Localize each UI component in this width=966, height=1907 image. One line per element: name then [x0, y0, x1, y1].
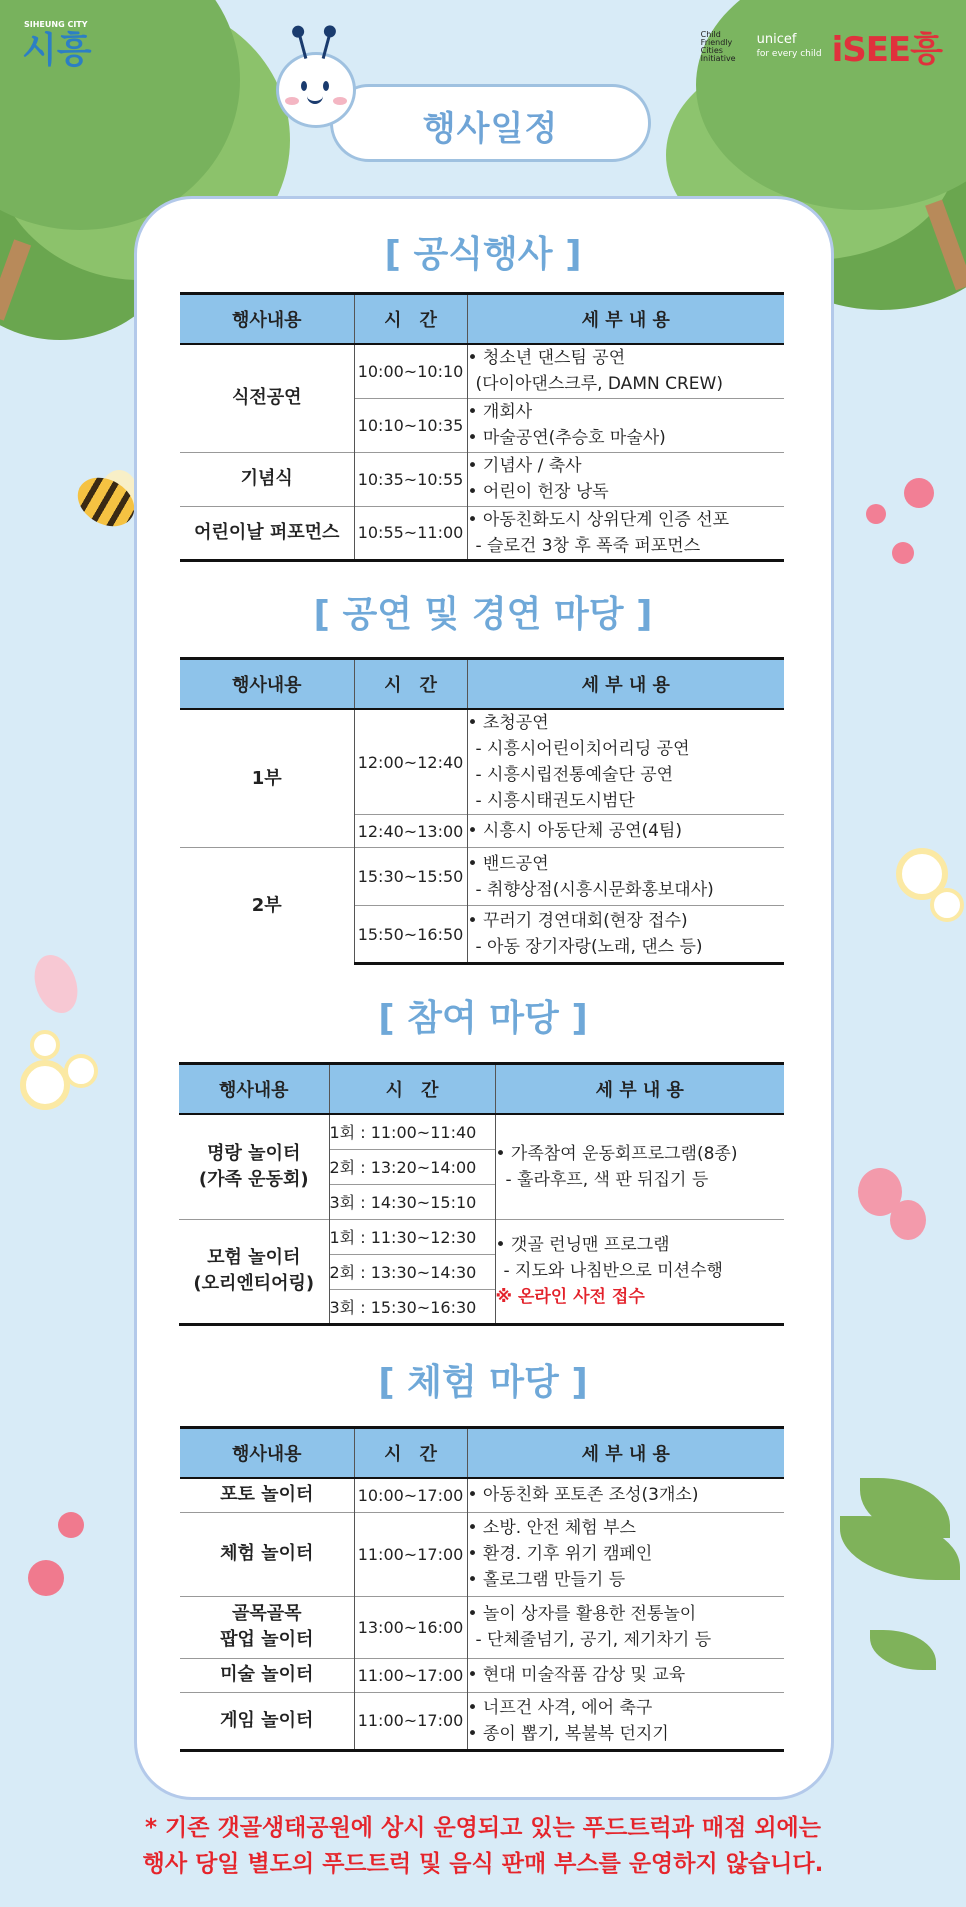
table-row [180, 1596, 784, 1658]
official-table [180, 292, 784, 562]
page-title: 행사일정 [422, 109, 559, 149]
event-detail [467, 398, 784, 452]
detail-line: • 밴드공연 [467, 853, 549, 874]
unicef-subtext: for every child [756, 48, 822, 59]
header-detail: 세 부 내 용 [467, 659, 784, 710]
event-detail [467, 815, 784, 848]
pink-flower-icon [28, 1560, 64, 1596]
event-time: 10:35~10:55 [354, 452, 467, 506]
round-time: 1회 : 11:00~11:40 [329, 1114, 495, 1149]
event-name: 1부 [180, 709, 354, 848]
section-title-experience: [ 체험 마당 ] [378, 1362, 588, 1403]
detail-line: - 시흥시태권도시범단 [475, 791, 635, 811]
event-detail [467, 848, 784, 906]
detail-line: • 꾸러기 경연대회(현장 접수) [467, 911, 688, 931]
event-time: 12:00~12:40 [354, 709, 467, 815]
flower-icon [866, 504, 886, 524]
table-row [180, 1478, 784, 1512]
header-time: 시 간 [354, 659, 467, 710]
butterfly-right-wing-icon [890, 1200, 926, 1240]
detail-line: • 아동친화도시 상위단계 인증 선포 [467, 509, 730, 530]
event-time: 15:30~15:50 [354, 848, 467, 906]
table-row [180, 344, 784, 398]
section-title-participation: [ 참여 마당 ] [378, 998, 588, 1039]
section-title-performance: [ 공연 및 경연 마당 ] [313, 594, 653, 635]
footer-notice [0, 1810, 966, 1882]
detail-line: • 초청공연 [467, 713, 549, 733]
event-detail [467, 1658, 784, 1692]
event-time: 13:00~16:00 [354, 1596, 467, 1658]
event-detail [467, 906, 784, 964]
table-row [180, 1658, 784, 1692]
event-name-line: 모험 놀이터 [207, 1247, 301, 1268]
pink-flower-icon [58, 1512, 84, 1538]
detail-line: • 시흥시 아동단체 공연(4팀) [467, 821, 683, 841]
event-detail [467, 1512, 784, 1596]
event-name: 2부 [180, 848, 354, 964]
event-detail [467, 506, 784, 560]
event-name-line: 명랑 놀이터 [207, 1142, 301, 1164]
event-detail [467, 344, 784, 398]
round-time: 2회 : 13:20~14:00 [329, 1149, 495, 1184]
event-name [179, 1114, 329, 1219]
header-content: 행사내용 [180, 294, 354, 345]
detail-line: - 시흥시립전통예술단 공연 [475, 765, 674, 785]
event-time: 12:40~13:00 [354, 815, 467, 848]
header-content: 행사내용 [180, 1428, 354, 1479]
event-name-line: (가족 운동회) [198, 1168, 309, 1190]
table-row [180, 506, 784, 560]
title-cloud [330, 84, 651, 162]
table-row [180, 452, 784, 506]
unicef-logo [757, 33, 822, 61]
event-name: 어린이날 퍼포먼스 [180, 506, 354, 560]
event-name: 미술 놀이터 [180, 1658, 354, 1692]
round-time: 2회 : 13:30~14:30 [329, 1254, 495, 1289]
online-registration-note: ※ 온라인 사전 접수 [495, 1287, 645, 1307]
participation-table [179, 1062, 784, 1326]
flower-icon [904, 478, 934, 508]
detail-line: • 어린이 헌장 낭독 [467, 482, 609, 502]
cfci-logo: Child Friendly Cities Initiative [700, 29, 736, 63]
event-name-line: (오리엔티어링) [193, 1273, 315, 1294]
detail-line: - 취향상점(시흥시문화홍보대사) [475, 879, 714, 900]
performance-table [180, 657, 784, 965]
leaf-icon [870, 1630, 936, 1670]
detail-line: • 종이 뽑기, 복불복 던지기 [467, 1723, 669, 1744]
event-name: 기념식 [180, 452, 354, 506]
table-header-row [180, 1428, 784, 1479]
flower-icon [892, 542, 914, 564]
white-flower-icon [20, 1060, 70, 1110]
white-flower-icon [930, 888, 964, 922]
detail-line: - 훌라후프, 색 판 뒤집기 등 [505, 1169, 709, 1190]
event-time: 10:10~10:35 [354, 398, 467, 452]
isee-logo: iSEE흥 [831, 30, 942, 70]
event-name: 포토 놀이터 [180, 1478, 354, 1512]
detail-line: • 놀이 상자를 활용한 전통놀이 [467, 1604, 697, 1624]
footer-line: 행사 당일 별도의 푸드트럭 및 음식 판매 부스를 운영하지 않습니다. [142, 1851, 824, 1877]
table-row [179, 1114, 784, 1149]
event-detail [467, 1596, 784, 1658]
detail-line: • 마술공연(추승호 마술사) [467, 428, 666, 448]
event-time: 11:00~17:00 [354, 1512, 467, 1596]
round-time: 3회 : 14:30~15:10 [329, 1184, 495, 1219]
detail-line: • 갯골 런닝맨 프로그램 [495, 1235, 670, 1255]
event-time: 11:00~17:00 [354, 1658, 467, 1692]
table-header-row [179, 1064, 784, 1115]
table-row [179, 1219, 784, 1254]
event-name [180, 1596, 354, 1658]
footer-line: * 기존 갯골생태공원에 상시 운영되고 있는 푸드트럭과 매점 외에는 [145, 1815, 821, 1841]
detail-line: (다이아댄스크루, DAMN CREW) [475, 374, 723, 395]
detail-line: - 아동 장기자랑(노래, 댄스 등) [475, 937, 703, 957]
caterpillar-icon [276, 52, 356, 128]
logo-text: 시흥 [22, 30, 92, 71]
header-detail: 세 부 내 용 [467, 294, 784, 345]
event-name: 식전공연 [180, 344, 354, 452]
unicef-text: unicef [756, 31, 797, 47]
detail-line: • 아동친화 포토존 조성(3개소) [467, 1485, 699, 1506]
event-detail [467, 1692, 784, 1750]
event-time: 15:50~16:50 [354, 906, 467, 964]
header-detail: 세 부 내 용 [495, 1064, 784, 1115]
event-name-line: 팝업 놀이터 [220, 1629, 314, 1650]
table-header-row [180, 294, 784, 345]
header-time: 시 간 [354, 1428, 467, 1479]
logo-small-text: SIHEUNG CITY [24, 20, 88, 29]
event-time: 11:00~17:00 [354, 1692, 467, 1750]
detail-line: • 가족참여 운동회프로그램(8종) [495, 1143, 738, 1164]
event-time: 10:00~17:00 [354, 1478, 467, 1512]
detail-line: • 홀로그램 만들기 등 [467, 1570, 626, 1590]
event-detail [495, 1219, 784, 1324]
detail-line: • 환경. 기후 위기 캠페인 [467, 1544, 653, 1564]
siheung-city-logo [22, 22, 92, 73]
table-row [180, 709, 784, 815]
event-time: 10:55~11:00 [354, 506, 467, 560]
detail-line: • 청소년 댄스팀 공연 [467, 348, 626, 369]
round-time: 3회 : 15:30~16:30 [329, 1289, 495, 1324]
header-detail: 세 부 내 용 [467, 1428, 784, 1479]
event-name: 체험 놀이터 [180, 1512, 354, 1596]
section-title-official: [ 공식행사 ] [384, 234, 582, 275]
partner-logos [701, 22, 942, 71]
event-name-line: 골목골목 [231, 1603, 302, 1624]
event-name: 게임 놀이터 [180, 1692, 354, 1750]
white-flower-icon [64, 1054, 98, 1088]
table-row [180, 1512, 784, 1596]
table-row [180, 1692, 784, 1750]
table-header-row [180, 659, 784, 710]
round-time: 1회 : 11:30~12:30 [329, 1219, 495, 1254]
detail-line: - 시흥시어린이치어리딩 공연 [475, 739, 690, 759]
header-content: 행사내용 [179, 1064, 329, 1115]
header-content: 행사내용 [180, 659, 354, 710]
event-detail [467, 709, 784, 815]
event-detail [467, 452, 784, 506]
header-time: 시 간 [329, 1064, 495, 1115]
detail-line: - 지도와 나침반으로 미션수행 [503, 1261, 723, 1281]
event-time: 10:00~10:10 [354, 344, 467, 398]
detail-line: • 소방. 안전 체험 부스 [467, 1518, 636, 1538]
event-detail [467, 1478, 784, 1512]
detail-line: • 개회사 [467, 402, 533, 422]
detail-line: • 너프건 사격, 에어 축구 [467, 1697, 653, 1718]
detail-line: • 현대 미술작품 감상 및 교육 [467, 1665, 686, 1685]
event-detail [495, 1114, 784, 1219]
experience-table [180, 1426, 784, 1752]
header-time: 시 간 [354, 294, 467, 345]
detail-line: - 슬로건 3창 후 폭죽 퍼포먼스 [475, 535, 701, 556]
detail-line: • 기념사 / 축사 [467, 456, 582, 476]
event-name [179, 1219, 329, 1324]
table-row [180, 848, 784, 906]
detail-line: - 단체줄넘기, 공기, 제기차기 등 [475, 1630, 712, 1650]
